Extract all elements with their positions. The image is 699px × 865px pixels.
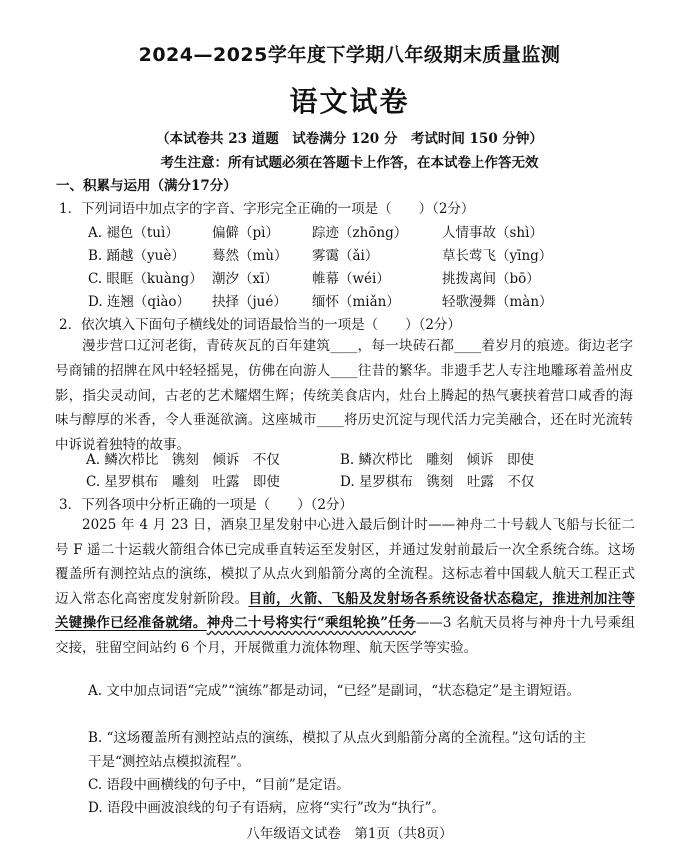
q1-b-2: 蓦然（mù） (212, 248, 288, 264)
q2-option-a: A. 鳞次栉比 镌刻 倾诉 不仅 (86, 452, 280, 468)
q2-passage: 漫步营口辽河老街，青砖灰瓦的百年建筑____，每一块砖石都____着岁月的痕迹。街边老字号商铺的招牌在风中轻轻摇晃，仿佛在向游人____往昔的繁华。非遗手艺人专注地雕琢着盖州皮影，指尖灵动间，古老的艺术耀熠生辉；传统美食店内，灶台上腾起的热气裹挟着营口咸香的海味与醇厚的米香，令人垂涎欲滴。这座城市____将历史沉淀与现代活力完美融合，还在时光流转中诉说着独特的故事。 (55, 338, 633, 454)
q1-row-b (88, 244, 552, 264)
q2-option-c: C. 星罗棋布 雕刻 吐露 即使 (86, 474, 280, 490)
section-title: 一、积累与运用（满分17分） (56, 178, 237, 194)
q3-option-a: A. 文中加点词语“完成”“演练”都是动词，“已经”是副词，“状态稳定”是主谓短语。 (88, 683, 581, 699)
q2-options-row-1 (86, 448, 550, 468)
q3-wavy-sentence: 神舟二十号将实行“乘组轮换”任务 (206, 615, 416, 631)
q1-c-2: 潮汐（xī） (212, 271, 278, 287)
question-3-stem: 3．下列各项中分析正确的一项是（ ）（2分） (59, 497, 353, 513)
exam-title: 2024—2025学年度下学期八年级期末质量监测 (138, 44, 561, 66)
q3-option-d: D. 语段中画波浪线的句子有语病，应将“实行”改为“执行”。 (88, 800, 446, 816)
q1-c-4: 挑拨离间（bō） (442, 271, 540, 287)
q3-option-c: C. 语段中画横线的句子中，“目前”是定语。 (88, 777, 350, 793)
q1-d-4: 轻歌漫舞（màn） (442, 294, 553, 310)
question-1-stem: 1．下列词语中加点字的字音、字形完全正确的一项是（ ）（2分） (59, 201, 475, 217)
q2-options-row-2 (86, 470, 550, 490)
q3-passage-end: ——3 名航天员将与神舟十九号乘组交接，驻留空间站约 6 个月，开展微重力流体物理、航天医学等实验。 (55, 615, 636, 656)
q1-row-a (88, 221, 543, 241)
q1-b-1: B. 踊越（yuè） (88, 248, 185, 264)
q3-passage (55, 513, 635, 660)
q1-b-4: 草长莺飞（yīng） (442, 248, 553, 264)
q1-d-1: D. 连翘（qiào） (88, 294, 191, 310)
q2-option-b: B. 鳞次栉比 雕刻 倾诉 即使 (340, 452, 535, 468)
q2-option-d: D. 星罗棋布 镌刻 吐露 不仅 (340, 474, 535, 490)
q1-c-1: C. 眼眶（kuàng） (88, 271, 203, 287)
q1-a-4: 人情事故（shì） (442, 225, 543, 241)
q1-row-c (88, 267, 540, 287)
question-2-stem: 2．依次填入下面句子横线处的词语最恰当的一项是（ ）（2分） (59, 317, 461, 333)
page-footer: 八年级语文试卷 第1页（共8页） (246, 826, 453, 842)
q1-a-2: 偏僻（pì） (212, 225, 279, 241)
q1-d-2: 抉择（jué） (212, 294, 287, 310)
exam-subject: 语文试卷 (289, 85, 410, 118)
q3-underlined-sentence: 目前，火箭、飞船及发射场各系统设备状态稳定，推进剂加注等关键操作已经准备就绪。 (55, 590, 636, 631)
q1-d-3: 缅怀（miǎn） (312, 294, 400, 310)
q3-passage-main: 2025 年 4 月 23 日，酒泉卫星发射中心进入最后倒计时——神舟二十号载人飞船与长征二号 F 遥二十运载火箭组合体已完成垂直转运至发射区，并通过发射前最后一次全系统合练。这场覆盖所有测控站点的演练，模拟了从点火到船箭分离的全流程。这标志着中国载人航天工程正式迈入常态化高密度发射新阶段。 (55, 517, 635, 607)
q3-option-b: B. “这场覆盖所有测控站点的演练，模拟了从点火到船箭分离的全流程。”这句话的主干是“测控站点模拟流程”。 (88, 730, 587, 770)
q1-a-3: 踪迹（zhōng） (312, 225, 408, 241)
exam-notice: 考生注意：所有试题必须在答题卡上作答，在本试卷上作答无效 (160, 155, 539, 171)
q1-a-1: A. 褪色（tuì） (88, 225, 179, 241)
q1-row-d (88, 290, 553, 310)
q1-b-3: 雾霭（ǎi） (312, 248, 379, 264)
exam-info: （本试卷共 23 道题 试卷满分 120 分 考试时间 150 分钟） (156, 131, 543, 147)
q1-c-3: 帷幕（wéi） (312, 271, 390, 287)
